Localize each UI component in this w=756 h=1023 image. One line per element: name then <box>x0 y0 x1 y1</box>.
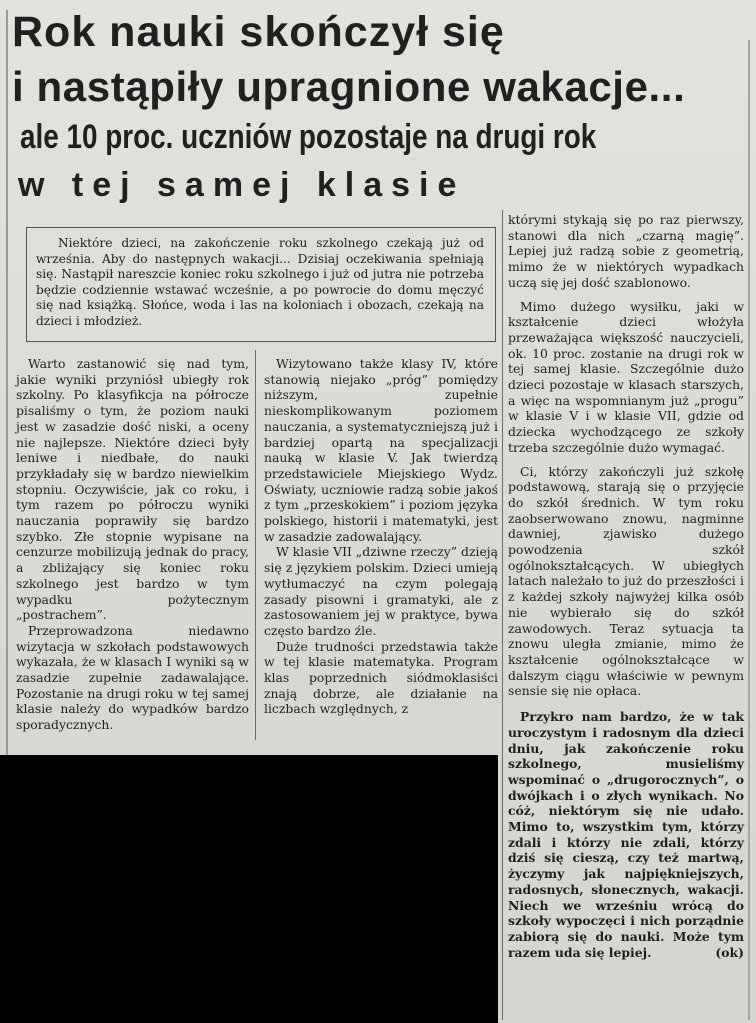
lead-paragraph: Niektóre dzieci, na zakończenie roku szkolnego czekają już od września. Aby do następnych wakacji... Dzisiaj oczekiwania spełniają się. Nastąpił nareszcie koniec roku szkolnego i już od jutra nie potrzeba będzie codziennie wstawać wcześnie, a po powrocie do domu męczyć się nad książką. Słońce, woda i las na koloniach i obozach, czekają na dzieci i młodzież. <box>36 236 484 328</box>
page-edge-rule-right <box>748 40 750 1020</box>
paragraph: Mimo dużego wysiłku, jaki w kształcenie dzieci włożyła przeważająca większość nauczycieli, ok. 10 proc. zostanie na drugi rok w tej samej klasie. Szczególnie dużo dzieci pozostaje w klasach starszych, a więc na wspomnianym już „progu” w klasie V i w klasie VII, gdzie od dziecka wychodzącego ze szkoły trzeba szczególnie dużo wymagać. <box>508 298 744 455</box>
headline-line-3: ale 10 proc. uczniów pozostaje na drugi rok <box>20 118 597 156</box>
paragraph: Ci, którzy zakończyli już szkołę podstawową, starają się o przyjęcie do szkół średnich. W tym roku zaobserwowano znowu, nagminne dawniej, zjawisko dużego powodzenia szkół ogólnokształcących. W ubiegłych latach należało to już do przeszłości i z każdej szkoły najwyżej kilka osób nie wybierało się do szkół zawodowych. Teraz sytuacja ta znowu uległa zmianie, mimo że kształcenie ogólnokształcące w dalszym ciągu właściwie w pewnym sensie się nie opłaca. <box>508 463 744 699</box>
article-column-2 <box>264 356 498 717</box>
headline-line-2: i nastąpiły upragnione wakacje... <box>12 63 686 110</box>
redacted-area <box>0 755 498 1023</box>
author-signature: (ok) <box>715 944 744 960</box>
headline-line-1: Rok nauki skończył się <box>12 8 505 56</box>
column-divider-1 <box>255 350 256 740</box>
column-divider-2 <box>502 210 503 1020</box>
article-column-1 <box>16 356 249 733</box>
paragraph: Duże trudności przedstawia także w tej klasie matematyka. Program klas poprzednich siódmoklasiści znają dobrze, ale działanie na liczbach względnych, z <box>264 638 498 717</box>
article-column-3 <box>508 212 744 960</box>
paragraph: Warto zastanowić się nad tym, jakie wyniki przyniósł ubiegły rok szkolny. Po klasyfikcja na półrocze pisaliśmy o tym, że poziom nauki jest w zasadzie dość niski, a oceny nie najlepsze. Niektóre dzieci były leniwe i niedbałe, do nauki przykładały się w bardzo niewielkim stopniu. Oczywiście, jak co roku, i tym razem po półroczu wyniki nauczania poprawiły się bardzo szybko. Złe stopnie wypisane na cenzurze mobilizują jednak do pracy, a zbliżający się koniec roku szkolnego jest bardzo w tym wypadku pożytecznym „postrachem”. <box>16 356 249 623</box>
paragraph: Przeprowadzona niedawno wizytacja w szkołach podstawowych wykazała, że w klasach I wyniki są w zasadzie zupełnie zadawalające. Pozostanie na drugi roku w tej samej klasie należy do wypadków bardzo sporadycznych. <box>16 622 249 733</box>
closing-paragraph <box>508 709 744 960</box>
headline-line-4: w tej samej klasie <box>18 166 466 204</box>
closing-text: Przykro nam bardzo, że w tak uroczystym i radosnym dla dzieci dniu, jak zakończenie roku szkolnego, musieliśmy wspominać o „drugorocznych”, o dwójkach i o złych wynikach. No cóż, niektórym się nie udało. Mimo to, wszystkim tym, którzy zdali i którzy nie zdali, którzy dziś się cieszą, czy też martwą, życzymy jak najpiękniejszych, radosnych, słonecznych, wakacji. Niech we wrześniu wrócą do szkoły wypoczęci i nich porządnie zabiorą się do nauki. Może tym razem uda się lepiej. <box>508 709 744 960</box>
paragraph: którymi stykają się po raz pierwszy, stanowi dla nich „czarną magię”. Lepiej już radzą sobie z geometrią, mimo że w niektórych wypadkach uczą się jej dość szablonowo. <box>508 212 744 290</box>
paragraph: W klasie VII „dziwne rzeczy” dzieją się z językiem polskim. Dzieci umieją wytłumaczyć na czym polegają zasady pisowni i gramatyki, ale z zastosowaniem jej w praktyce, bywa często bardzo źle. <box>264 544 499 638</box>
paragraph: Wizytowano także klasy IV, które stanowią niejako „próg” pomiędzy niższym, zupełnie nieskomplikowanym poziomem nauczania, a systematyczniejszą już i bardziej opartą na specjalizacji nauką w klasie V. Jak twierdzą przedstawiciele Miejskiego Wydz. Oświaty, uczniowie radzą sobie jakoś z tym „przeskokiem” i poziom języka polskiego, historii i matematyki, jest w zasadzie zadowalający. <box>264 356 498 544</box>
